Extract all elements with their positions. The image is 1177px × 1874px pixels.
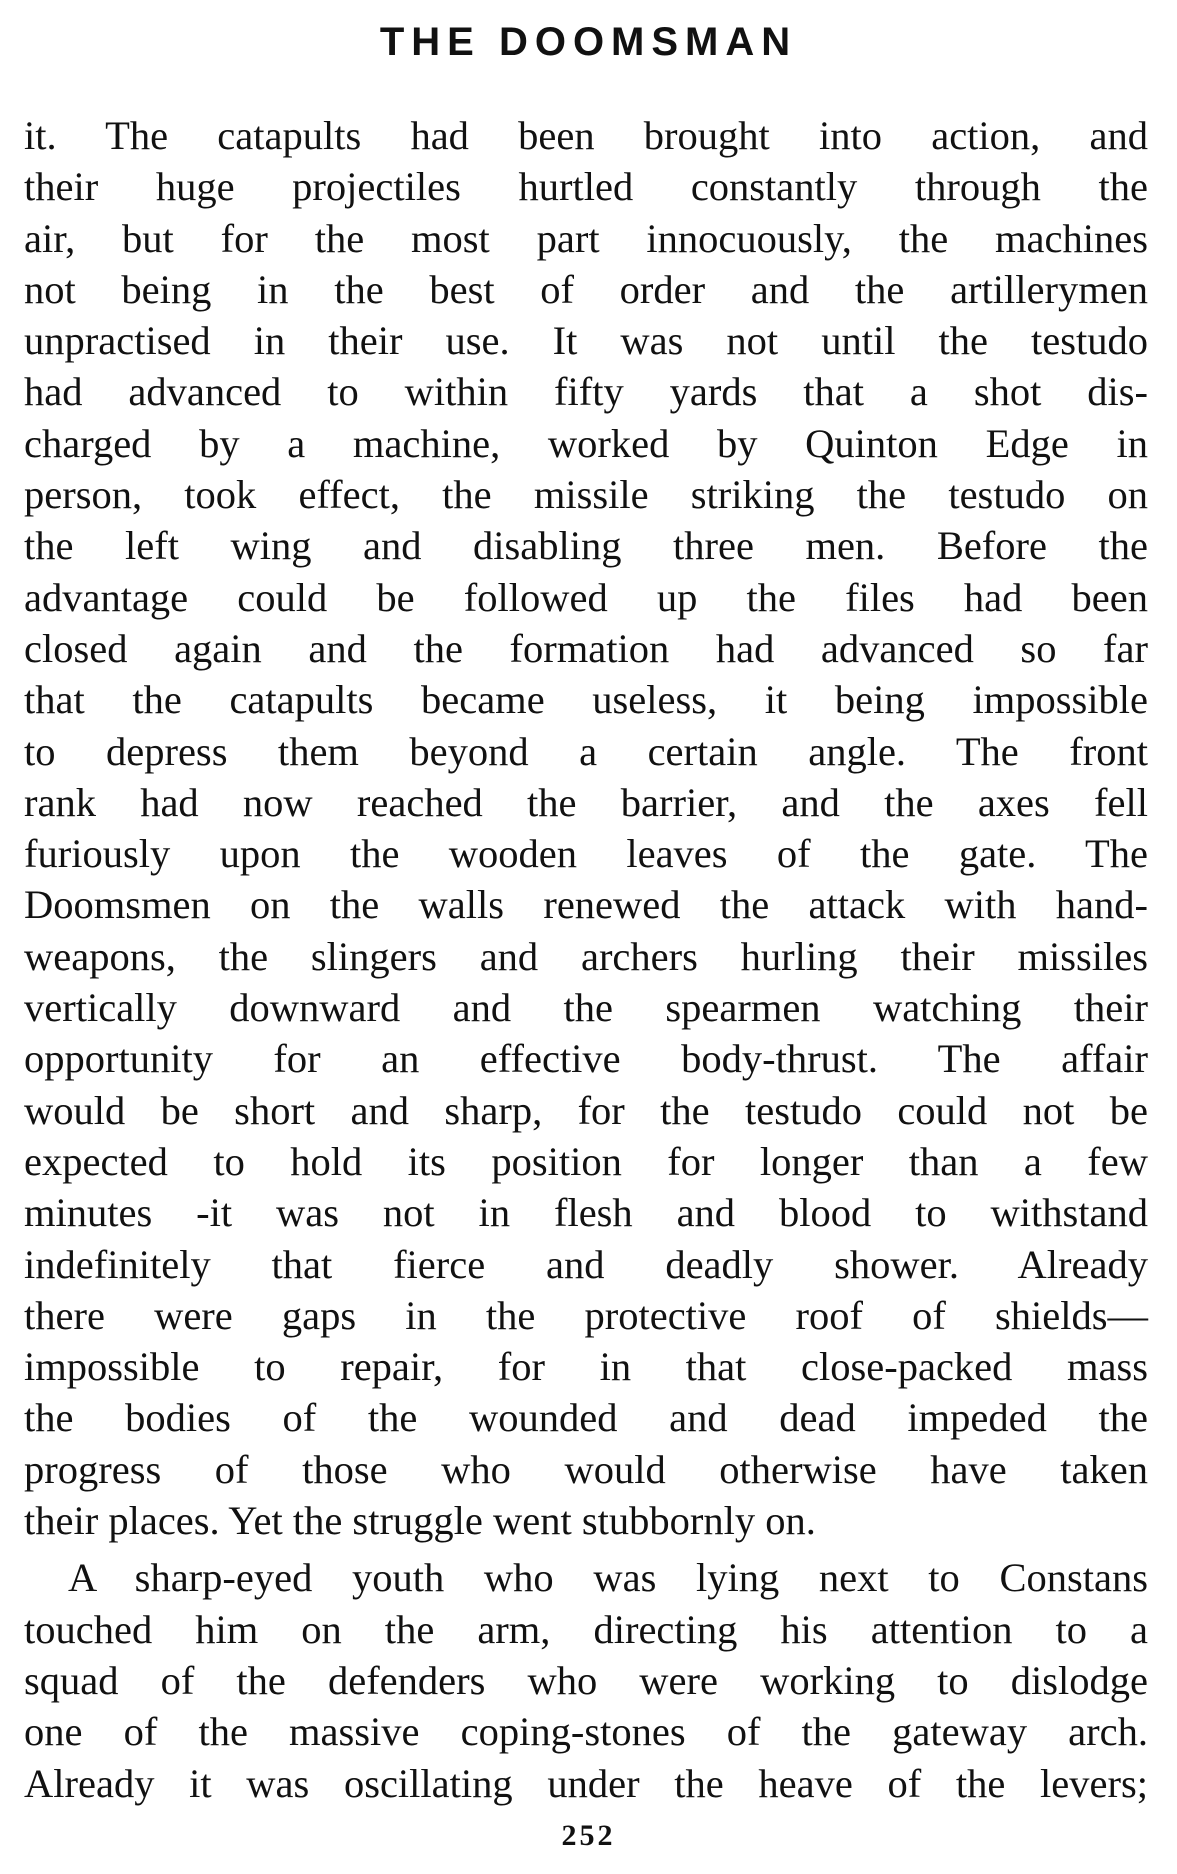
text-line: had advanced to within fifty yards that a shot dis- — [24, 369, 1148, 415]
text-line: there were gaps in the protective roof of shields— — [24, 1292, 1148, 1338]
body-text — [24, 110, 1148, 1809]
text-line: that the catapults became useless, it being impossible — [24, 677, 1148, 723]
text-line: closed again and the formation had advanced so far — [24, 625, 1148, 671]
text-line: Doomsmen on the walls renewed the attack with hand- — [24, 882, 1148, 928]
text-line: one of the massive coping-stones of the gateway arch. — [24, 1709, 1148, 1755]
text-line: expected to hold its position for longer than a few — [24, 1138, 1148, 1184]
text-line: the left wing and disabling three men. Before the — [24, 523, 1148, 569]
text-line: to depress them beyond a certain angle. The front — [24, 728, 1148, 774]
text-line: not being in the best of order and the artillerymen — [24, 266, 1148, 312]
text-line: the bodies of the wounded and dead impeded the — [24, 1395, 1148, 1441]
page-number: 252 — [561, 1819, 616, 1852]
text-line: would be short and sharp, for the testudo could not be — [24, 1087, 1148, 1133]
text-line: person, took effect, the missile striking the testudo on — [24, 472, 1148, 518]
text-line: weapons, the slingers and archers hurling their missiles — [24, 933, 1148, 979]
text-line: furiously upon the wooden leaves of the gate. The — [24, 831, 1148, 877]
text-line: vertically downward and the spearmen watching their — [24, 985, 1148, 1031]
text-line: advantage could be followed up the files had been — [24, 574, 1148, 620]
text-line: progress of those who would otherwise have taken — [24, 1446, 1148, 1492]
text-line: charged by a machine, worked by Quinton Edge in — [24, 420, 1148, 466]
text-line: air, but for the most part innocuously, the machines — [24, 215, 1148, 261]
text-line: rank had now reached the barrier, and the axes fell — [24, 779, 1148, 825]
text-line: their huge projectiles hurtled constantly through the — [24, 164, 1148, 210]
paragraph — [24, 110, 1148, 1546]
running-head: THE DOOMSMAN — [379, 20, 798, 64]
text-line: touched him on the arm, directing his attention to a — [24, 1606, 1148, 1652]
text-line: squad of the defenders who were working to dislodge — [24, 1657, 1148, 1703]
text-line: impossible to repair, for in that close-packed mass — [24, 1344, 1148, 1390]
text-line: opportunity for an effective body-thrust. The affair — [24, 1036, 1148, 1082]
text-line: Already it was oscillating under the heave of the levers; — [24, 1760, 1148, 1806]
paragraph — [24, 1552, 1148, 1808]
text-line: minutes -it was not in flesh and blood to withstand — [24, 1190, 1148, 1236]
text-line: indefinitely that fierce and deadly shower. Already — [24, 1241, 1148, 1287]
text-line: it. The catapults had been brought into action, and — [24, 113, 1148, 158]
text-line: unpractised in their use. It was not until the testudo — [24, 318, 1148, 364]
text-line: A sharp-eyed youth who was lying next to Constans — [68, 1555, 1148, 1601]
text-line: their places. Yet the struggle went stubbornly on. — [24, 1498, 816, 1544]
